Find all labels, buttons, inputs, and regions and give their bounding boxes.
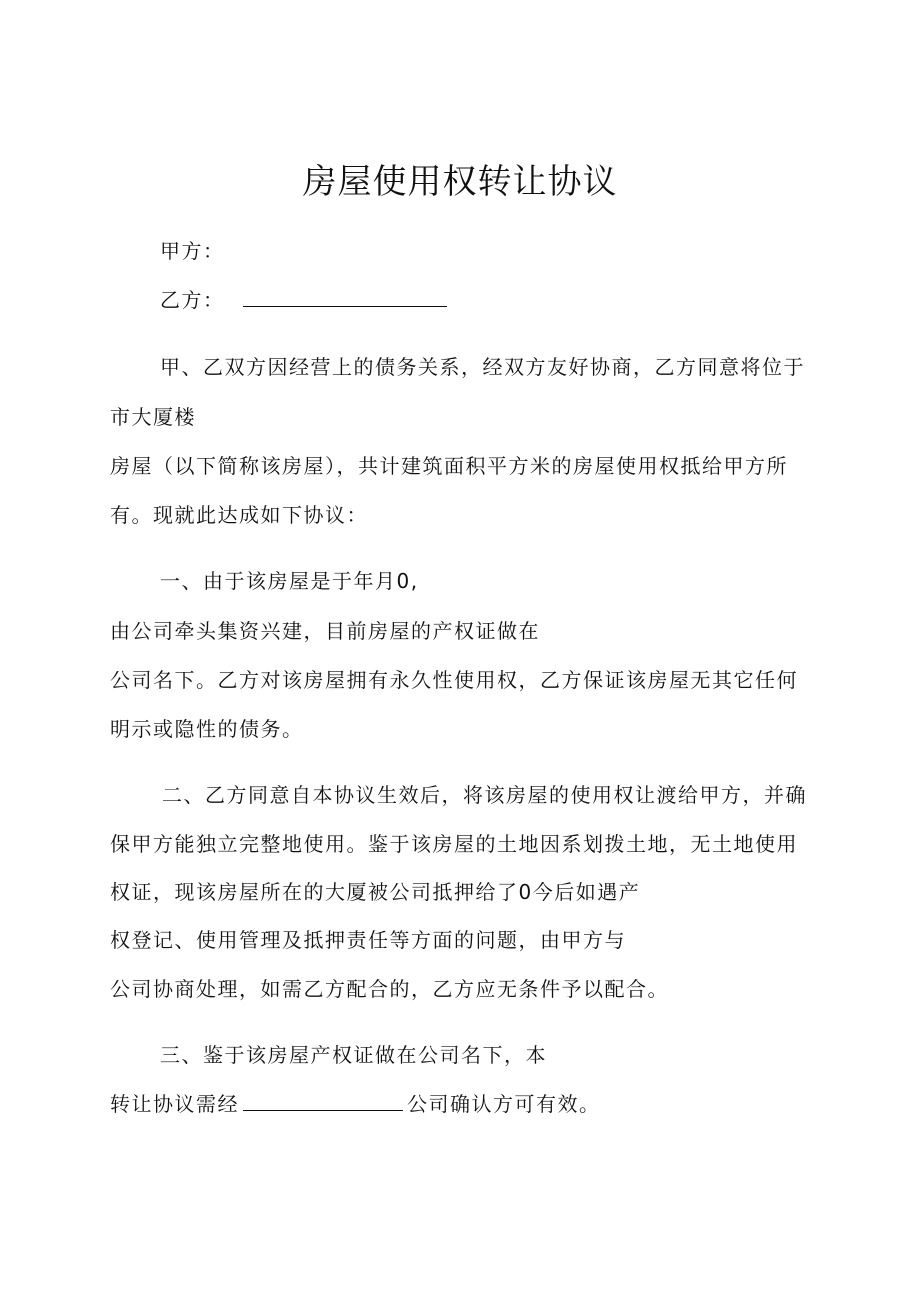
party-b-line [160,285,447,315]
intro-line-2: 市大厦楼 [110,405,196,429]
clause-2-line-5: 公司协商处理，如需乙方配合的，乙方应无条件予以配合。 [110,977,669,1001]
clause-3-text-after-blank: 公司确认方可有效。 [407,1092,601,1116]
clause-1-line-4: 明示或隐性的债务。 [110,717,304,741]
clause-1-line-3: 公司名下。乙方对该房屋拥有永久性使用权，乙方保证该房屋无其它任何 [110,668,798,692]
party-a-label: 甲方： [160,239,225,263]
company-name-blank [243,1092,403,1111]
intro-line-4: 有。现就此达成如下协议： [110,503,368,527]
intro-line-3: 房屋（以下简称该房屋），共计建筑面积平方米的房屋使用权抵给甲方所 [110,454,788,478]
party-a-line [160,236,225,266]
party-b-label: 乙方： [160,288,225,312]
clause-3-text-before-blank: 转让协议需经 [110,1092,239,1116]
clause-1-line-1: 一、由于该房屋是于年月0, [160,569,419,593]
document-title: 房屋使用权转让协议 [302,162,618,202]
clause-3-line-2 [110,1089,601,1119]
intro-line-1: 甲、乙双方因经营上的债务关系，经双方友好协商，乙方同意将位于 [160,355,805,379]
clause-2-line-4: 权登记、使用管理及抵押责任等方面的问题，由甲方与 [110,928,626,952]
party-b-blank [243,288,447,307]
clause-2-line-1: 二、乙方同意自本协议生效后，将该房屋的使用权让渡给甲方，并确 [162,783,807,807]
clause-2-line-3: 权证，现该房屋所在的大厦被公司抵押给了0今后如遇产 [110,880,641,904]
clause-2-line-2: 保甲方能独立完整地使用。鉴于该房屋的土地因系划拨土地，无土地使用 [110,832,798,856]
clause-3-line-1: 三、鉴于该房屋产权证做在公司名下，本 [160,1043,547,1067]
clause-1-line-2: 由公司牵头集资兴建，目前房屋的产权证做在 [110,619,540,643]
